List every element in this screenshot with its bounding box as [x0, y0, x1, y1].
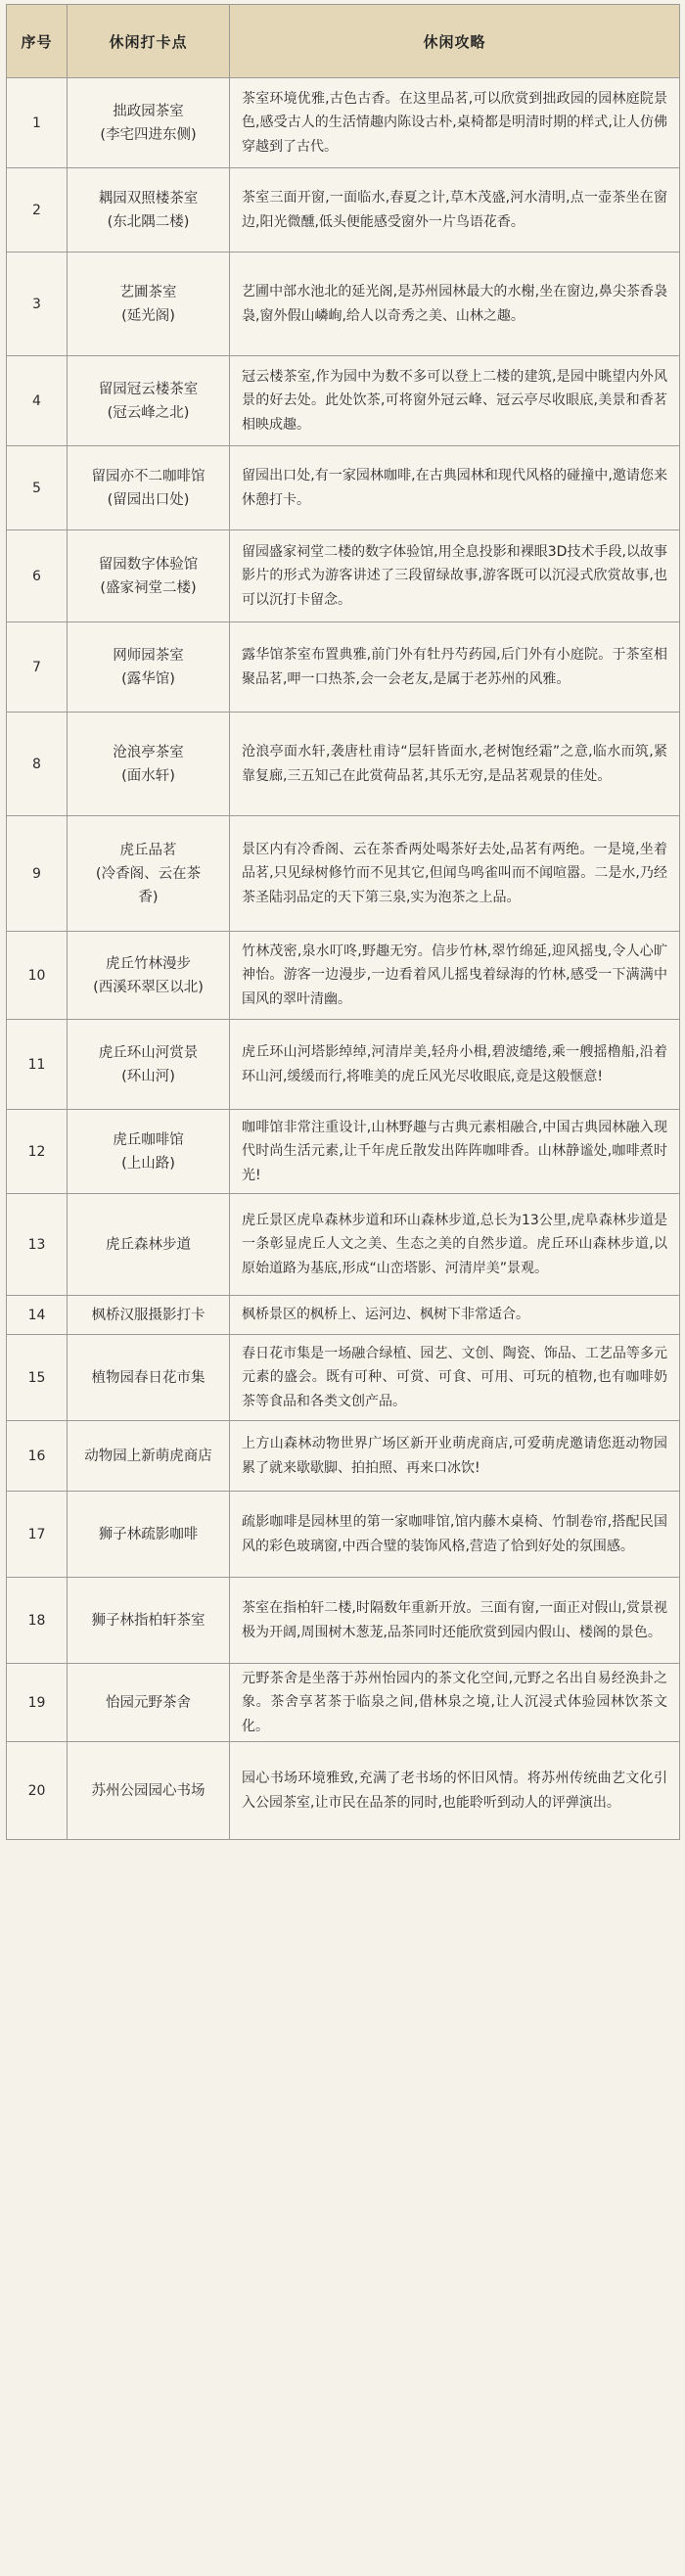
spot-name: 拙政园茶室: [113, 103, 184, 119]
leisure-tip: 艺圃中部水池北的延光阁,是苏州园林最大的水榭,坐在窗边,鼻尖茶香袅袅,窗外假山嶙峋,给人以奇秀之美、山林之趣。: [230, 253, 680, 356]
table-row: [7, 713, 680, 816]
table-row: [7, 1421, 680, 1492]
spot-location: (环山河): [121, 1068, 175, 1084]
spot-name-cell: [68, 1020, 230, 1110]
row-number: 12: [7, 1110, 68, 1194]
spot-name: 留园冠云楼茶室: [98, 381, 199, 397]
row-number: 7: [7, 622, 68, 713]
header-no: 序号: [7, 5, 68, 78]
leisure-tip: 竹林茂密,泉水叮咚,野趣无穷。信步竹林,翠竹绵延,迎风摇曳,令人心旷神怡。游客一边漫步,一边看着风儿摇曳着绿海的竹林,感受一下满满中国风的翠叶清幽。: [230, 932, 680, 1020]
spot-name: 狮子林指柏轩茶室: [91, 1612, 206, 1629]
row-number: 14: [7, 1296, 68, 1335]
table-row: [7, 530, 680, 622]
leisure-tip: 上方山森林动物世界广场区新开业萌虎商店,可爱萌虎邀请您逛动物园累了就来歇歇脚、拍拍照、再来口冰饮!: [230, 1421, 680, 1492]
leisure-tip: 露华馆茶室布置典雅,前门外有牡丹芍药园,后门外有小庭院。于茶室相聚品茗,呷一口热茶,会一会老友,是属于老苏州的风雅。: [230, 622, 680, 713]
table-row: [7, 1335, 680, 1421]
table-row: [7, 1194, 680, 1296]
table-header-row: [7, 5, 680, 78]
spot-name-cell: [68, 816, 230, 932]
table-row: [7, 1020, 680, 1110]
spot-location: (留园出口处): [107, 491, 190, 508]
spot-name-cell: [68, 622, 230, 713]
spot-name: 沧浪亭茶室: [113, 744, 184, 760]
leisure-tip: 虎丘景区虎阜森林步道和环山森林步道,总长为13公里,虎阜森林步道是一条彰显虎丘人文之美、生态之美的自然步道。虎丘环山森林步道,以原始道路为基底,形成“山峦塔影、河清岸美”景观。: [230, 1194, 680, 1296]
spot-location: (露华馆): [121, 670, 175, 687]
spot-name: 怡园元野茶舍: [106, 1694, 191, 1711]
leisure-tip: 春日花市集是一场融合绿植、园艺、文创、陶瓷、饰品、工艺品等多元元素的盛会。既有可种、可赏、可食、可用、可玩的植物,也有咖啡奶茶等食品和各类文创产品。: [230, 1335, 680, 1421]
spot-name: 虎丘竹林漫步: [106, 955, 191, 972]
leisure-tip: 元野茶舍是坐落于苏州怡园内的茶文化空间,元野之名出自易经涣卦之象。茶舍享茗茶于临泉之间,借林泉之境,让人沉浸式体验园林饮茶文化。: [230, 1664, 680, 1742]
spot-name: 动物园上新萌虎商店: [84, 1448, 212, 1464]
table-row: [7, 1296, 680, 1335]
table-row: [7, 816, 680, 932]
leisure-tip: 茶室三面开窗,一面临水,春夏之计,草木茂盛,河水清明,点一壶茶坐在窗边,阳光微醺,低头便能感受窗外一片鸟语花香。: [230, 168, 680, 253]
spot-name: 虎丘森林步道: [106, 1236, 191, 1253]
table-row: [7, 1110, 680, 1194]
table-row: [7, 1742, 680, 1840]
spot-name: 虎丘环山河赏景: [98, 1044, 199, 1061]
leisure-tip: 茶室环境优雅,古色古香。在这里品茗,可以欣赏到拙政园的园林庭院景色,感受古人的生活情趣内陈设古朴,桌椅都是明清时期的样式,让人仿佛穿越到了古代。: [230, 78, 680, 168]
spot-location: (李宅四进东侧): [100, 126, 197, 143]
spot-location: (冷香阁、云在茶: [95, 865, 202, 882]
row-number: 3: [7, 253, 68, 356]
spot-location: 香): [138, 889, 159, 905]
row-number: 13: [7, 1194, 68, 1296]
leisure-tip: 景区内有冷香阁、云在茶香两处喝茶好去处,品茗有两绝。一是境,坐着品茗,只见绿树修竹而不见其它,但闻鸟鸣雀叫而不闻喧嚣。二是水,乃经茶圣陆羽品定的天下第三泉,实为泡茶之上品。: [230, 816, 680, 932]
row-number: 15: [7, 1335, 68, 1421]
table-row: [7, 168, 680, 253]
row-number: 11: [7, 1020, 68, 1110]
spot-name: 虎丘咖啡馆: [113, 1131, 184, 1148]
spot-name: 虎丘品茗: [119, 842, 177, 858]
row-number: 2: [7, 168, 68, 253]
row-number: 10: [7, 932, 68, 1020]
row-number: 16: [7, 1421, 68, 1492]
row-number: 9: [7, 816, 68, 932]
spot-name-cell: [68, 1296, 230, 1335]
spot-name: 耦园双照楼茶室: [98, 190, 199, 207]
leisure-tip: 留园出口处,有一家园林咖啡,在古典园林和现代风格的碰撞中,邀请您来休憩打卡。: [230, 446, 680, 530]
row-number: 17: [7, 1492, 68, 1578]
spot-name-cell: [68, 356, 230, 446]
row-number: 8: [7, 713, 68, 816]
table-row: [7, 78, 680, 168]
spot-name-cell: [68, 1664, 230, 1742]
spot-name-cell: [68, 1742, 230, 1840]
row-number: 18: [7, 1578, 68, 1664]
spot-name-cell: [68, 530, 230, 622]
spot-name: 狮子林疏影咖啡: [98, 1526, 199, 1542]
header-tip: 休闲攻略: [230, 5, 680, 78]
spot-name: 留园数字体验馆: [98, 556, 199, 573]
leisure-tip: 沧浪亭面水轩,袭唐杜甫诗“层轩皆面水,老树饱经霜”之意,临水而筑,紧靠复廊,三五知己在此赏荷品茗,其乐无穷,是品茗观景的佳处。: [230, 713, 680, 816]
spot-name-cell: [68, 78, 230, 168]
row-number: 5: [7, 446, 68, 530]
spot-name-cell: [68, 1492, 230, 1578]
spot-location: (东北隅二楼): [107, 213, 190, 230]
spot-name: 留园亦不二咖啡馆: [91, 468, 206, 484]
spot-location: (冠云峰之北): [107, 404, 190, 421]
table-row: [7, 356, 680, 446]
header-spot: 休闲打卡点: [68, 5, 230, 78]
leisure-tip: 枫桥景区的枫桥上、运河边、枫树下非常适合。: [230, 1296, 680, 1335]
spot-name-cell: [68, 1335, 230, 1421]
spot-name-cell: [68, 1578, 230, 1664]
spot-location: (面水轩): [121, 767, 175, 784]
spot-name-cell: [68, 1110, 230, 1194]
spot-name-cell: [68, 1421, 230, 1492]
spot-name-cell: [68, 1194, 230, 1296]
spot-name: 网师园茶室: [113, 647, 184, 664]
leisure-tip: 疏影咖啡是园林里的第一家咖啡馆,馆内藤木桌椅、竹制卷帘,搭配民国风的彩色玻璃窗,中西合璧的装饰风格,营造了恰到好处的氛围感。: [230, 1492, 680, 1578]
row-number: 1: [7, 78, 68, 168]
row-number: 4: [7, 356, 68, 446]
table-row: [7, 253, 680, 356]
spot-name: 植物园春日花市集: [91, 1369, 206, 1386]
row-number: 6: [7, 530, 68, 622]
leisure-tip: 虎丘环山河塔影绰绰,河清岸美,轻舟小楫,碧波缱绻,乘一艘摇橹船,沿着环山河,缓缓而行,将唯美的虎丘风光尽收眼底,竟是这般惬意!: [230, 1020, 680, 1110]
spot-name-cell: [68, 446, 230, 530]
spot-location: (西溪环翠区以北): [93, 979, 204, 995]
spot-name: 艺圃茶室: [119, 284, 177, 300]
table-row: [7, 622, 680, 713]
spot-location: (延光阁): [121, 307, 175, 324]
leisure-tip: 咖啡馆非常注重设计,山林野趣与古典元素相融合,中国古典园林融入现代时尚生活元素,让千年虎丘散发出阵阵咖啡香。山林静谧处,咖啡煮时光!: [230, 1110, 680, 1194]
leisure-tip: 园心书场环境雅致,充满了老书场的怀旧风情。将苏州传统曲艺文化引入公园茶室,让市民在品茶的同时,也能聆听到动人的评弹演出。: [230, 1742, 680, 1840]
table-row: [7, 932, 680, 1020]
spot-name: 苏州公园园心书场: [91, 1782, 206, 1799]
table-row: [7, 1492, 680, 1578]
row-number: 19: [7, 1664, 68, 1742]
leisure-tip: 留园盛家祠堂二楼的数字体验馆,用全息投影和裸眼3D技术手段,以故事影片的形式为游客讲述了三段留绿故事,游客既可以沉浸式欣赏故事,也可以沉打卡留念。: [230, 530, 680, 622]
row-number: 20: [7, 1742, 68, 1840]
spot-name-cell: [68, 713, 230, 816]
table-row: [7, 446, 680, 530]
spot-name-cell: [68, 253, 230, 356]
leisure-tip: 茶室在指柏轩二楼,时隔数年重新开放。三面有窗,一面正对假山,赏景视极为开阔,周围树木葱茏,品茶同时还能欣赏到园内假山、楼阁的景色。: [230, 1578, 680, 1664]
table-row: [7, 1578, 680, 1664]
spot-location: (盛家祠堂二楼): [100, 579, 197, 596]
spot-name-cell: [68, 168, 230, 253]
table-row: [7, 1664, 680, 1742]
spot-location: (上山路): [121, 1155, 175, 1172]
spot-name-cell: [68, 932, 230, 1020]
spot-name: 枫桥汉服摄影打卡: [91, 1307, 206, 1323]
leisure-spots-table: [6, 4, 680, 1840]
leisure-tip: 冠云楼茶室,作为园中为数不多可以登上二楼的建筑,是园中眺望内外风景的好去处。此处饮茶,可将窗外冠云峰、冠云亭尽收眼底,美景和香茗相映成趣。: [230, 356, 680, 446]
